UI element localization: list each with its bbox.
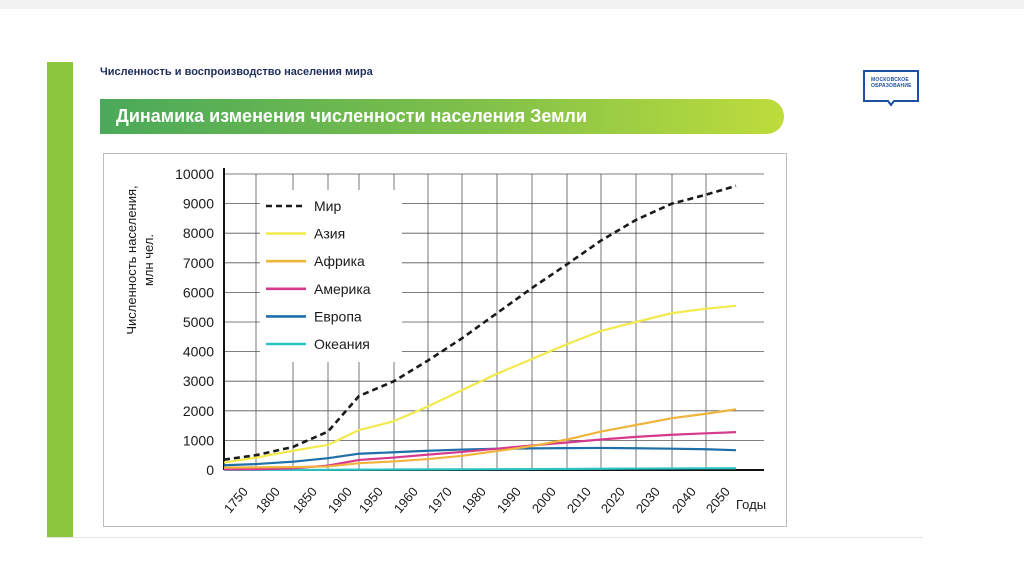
x-tick-label: 1960 (390, 484, 421, 516)
series-line-3 (224, 409, 736, 467)
y-tick-label: 7000 (182, 254, 214, 271)
y-tick-label: 5000 (182, 314, 214, 330)
x-tick-label: 1990 (493, 484, 524, 516)
legend-label: Мир (314, 198, 342, 214)
x-tick-label: 1980 (458, 484, 489, 516)
x-tick-label: 2000 (528, 484, 559, 516)
legend-label: Океания (314, 336, 370, 352)
x-tick-label: 1900 (324, 484, 355, 516)
legend-label: Африка (314, 253, 365, 270)
legend-label: Азия (314, 225, 346, 242)
window-top-bar (0, 0, 1024, 9)
y-tick-label: 2000 (182, 402, 214, 419)
y-tick-label: 0 (206, 462, 214, 478)
y-tick-label: 6000 (182, 284, 214, 301)
y-tick-label: 9000 (182, 195, 214, 212)
x-tick-label: 2030 (632, 484, 663, 516)
y-tick-label: 8000 (182, 225, 214, 242)
x-tick-label: 2020 (597, 484, 628, 516)
title-banner (100, 99, 784, 134)
slide-title: Динамика изменения численности населения Земли (116, 106, 587, 126)
y-tick-label: 1000 (182, 432, 214, 449)
y-tick-label: 4000 (182, 343, 214, 360)
logo (860, 67, 924, 111)
legend-label: Америка (314, 280, 371, 297)
y-tick-labels (175, 166, 214, 478)
x-tick-label: 1750 (220, 484, 251, 516)
slide-accent-bar (47, 62, 73, 537)
y-axis-label: Численность населения, млн чел. (124, 185, 156, 335)
x-tick-label: 1950 (355, 484, 386, 516)
y-tick-label: 3000 (182, 373, 214, 390)
y-tick-label: 10000 (175, 166, 214, 182)
x-axis-label: Годы (736, 497, 767, 512)
population-chart (104, 154, 786, 526)
x-tick-label: 1800 (252, 484, 283, 516)
x-tick-label: 2050 (702, 484, 733, 516)
chart-frame (103, 153, 787, 527)
book-icon (860, 67, 924, 111)
x-tick-label: 2040 (668, 484, 699, 516)
x-tick-label: 1850 (289, 484, 320, 516)
slide-subtitle: Численность и воспроизводство населения мира (100, 66, 373, 78)
x-tick-label: 1970 (424, 484, 455, 516)
series-line-4 (224, 432, 736, 469)
x-tick-label: 2010 (563, 484, 594, 516)
legend-label: Европа (314, 308, 362, 325)
x-tick-labels (221, 484, 733, 516)
logo-text: МОСКОВСКОЕ ОБРАЗОВАНИЕ (871, 77, 912, 89)
